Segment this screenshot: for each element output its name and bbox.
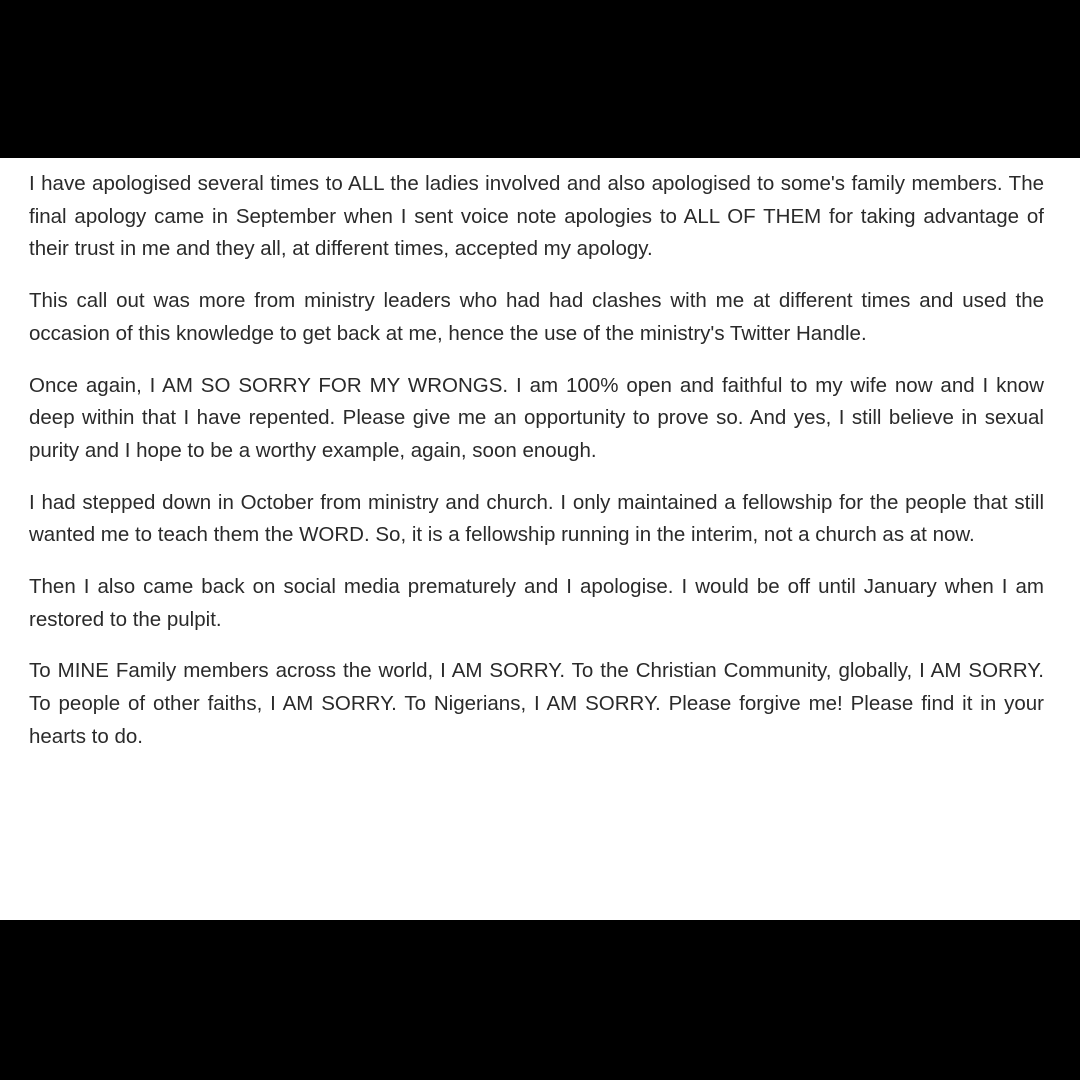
paragraph-social-media: Then I also came back on social media prematurely and I apologise. I would be off until January when I am restored to the pulpit. [29, 575, 1044, 631]
paragraph-stepped-down: I had stepped down in October from ministry and church. I only maintained a fellowship for the people that still wanted me to teach them the WORD. So, it is a fellowship running in the interim, not a church as at now. [29, 490, 1044, 547]
paragraph-sorry: Once again, I AM SO SORRY FOR MY WRONGS. I am 100% open and faithful to my wife now and I know deep within that I have repented. Please give me an opportunity to prove so. And yes, I still believe in sexual purity and I hope to be a worthy example, again, soon enough. [29, 373, 1044, 462]
statement-page [0, 158, 1080, 920]
paragraph-call-out: This call out was more from ministry leaders who had had clashes with me at different times and used the occasion of this knowledge to get back at me, hence the use of the ministry's Twitter Handle. [29, 289, 1044, 345]
paragraph-apologies: I have apologised several times to ALL the ladies involved and also apologised to some's family members. The final apology came in September when I sent voice note apologies to ALL OF THEM for taking advantage of their trust in me and they all, at different times, accepted my apology. [29, 172, 1044, 261]
paragraph-closing: To MINE Family members across the world, I AM SORRY. To the Christian Community, globally, I AM SORRY. To people of other faiths, I AM SORRY. To Nigerians, I AM SORRY. Please forgive me! Please find it in your hearts to do. [29, 659, 1044, 748]
